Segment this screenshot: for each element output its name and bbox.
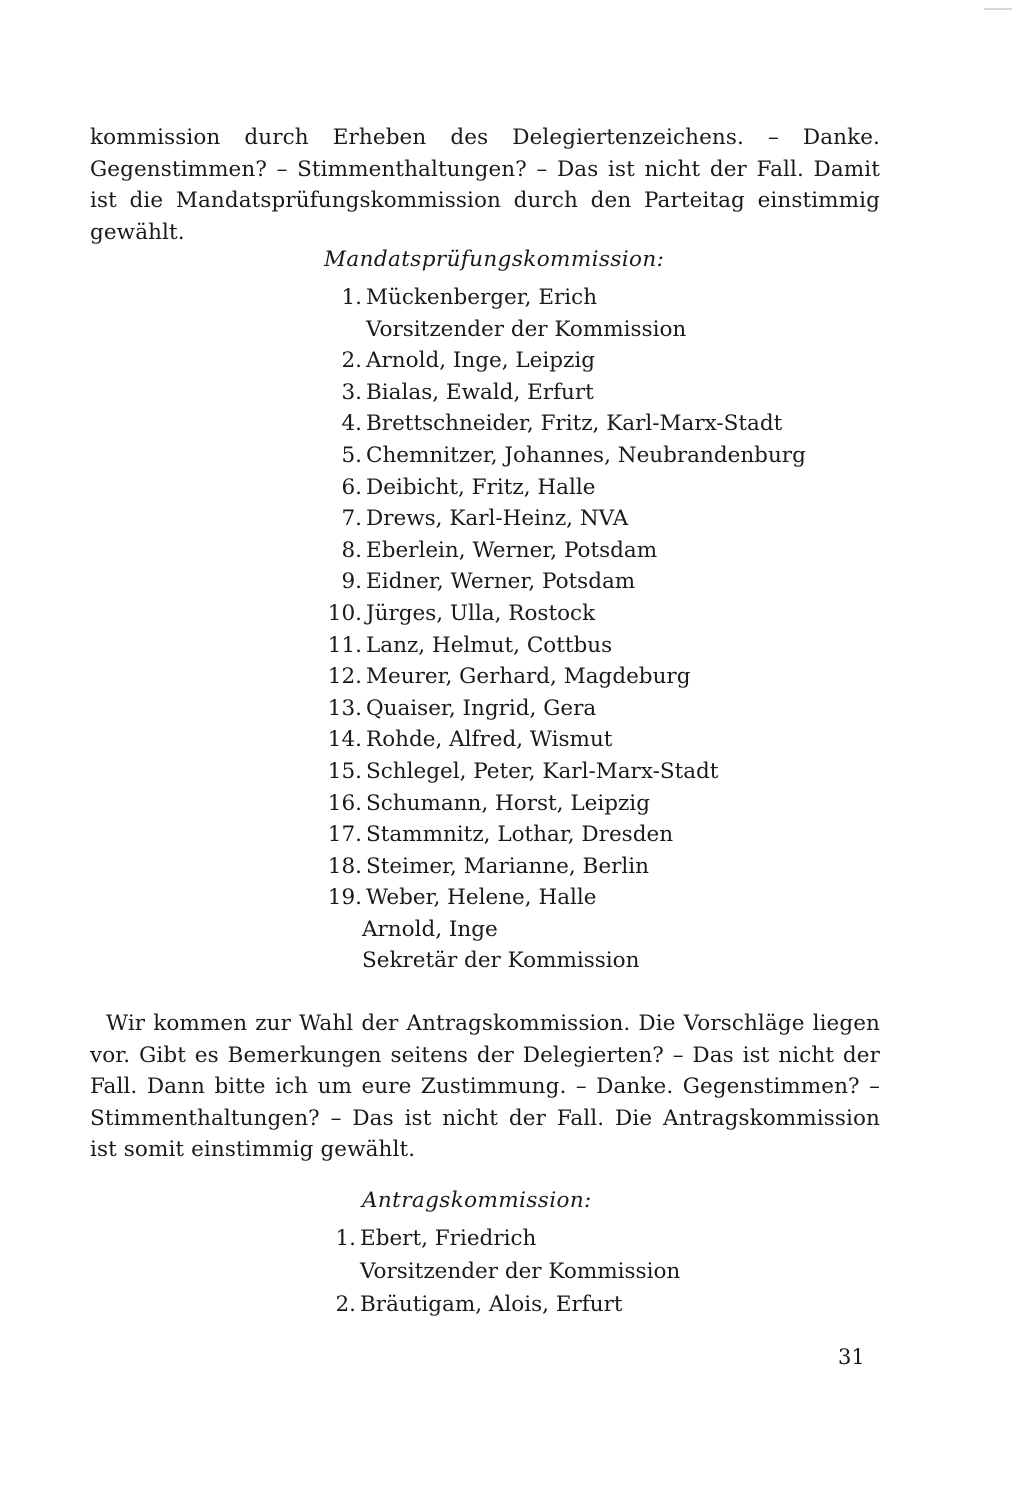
list-item bbox=[322, 503, 806, 535]
member-name: Lanz, Helmut, Cottbus bbox=[366, 632, 613, 658]
member-name: Rohde, Alfred, Wismut bbox=[366, 727, 613, 753]
mandate-commission-list bbox=[322, 282, 806, 977]
member-name: Schumann, Horst, Leipzig bbox=[366, 790, 650, 816]
member-role: Vorsitzender der Kommission bbox=[360, 1259, 681, 1284]
member-name: Mückenberger, Erich bbox=[366, 285, 598, 310]
list-item bbox=[316, 1222, 680, 1288]
list-number: 16. bbox=[327, 790, 362, 816]
intro-paragraph-text: kommission durch Erheben des Delegiertenzeichens. – Danke. Gegenstimmen? – Stimmenthaltungen? – Das ist nicht der Fall. Damit ist die Mandatsprüfungskommission durch den Parteitag einstimmig gewählt. bbox=[90, 125, 880, 245]
list-item bbox=[322, 440, 806, 472]
list-number: 1. bbox=[341, 285, 362, 310]
list-number: 19. bbox=[327, 885, 362, 911]
member-name: Eberlein, Werner, Potsdam bbox=[366, 537, 658, 563]
member-name: Bräutigam, Alois, Erfurt bbox=[360, 1292, 623, 1317]
list-item bbox=[322, 724, 806, 756]
list-item bbox=[322, 788, 806, 820]
list-number: 7. bbox=[341, 506, 362, 532]
list-item bbox=[322, 882, 806, 914]
member-name: Drews, Karl-Heinz, NVA bbox=[366, 506, 629, 532]
mandate-commission-heading: Mandatsprüfungskommission: bbox=[324, 247, 665, 272]
list-item bbox=[322, 566, 806, 598]
member-name: Arnold, Inge, Leipzig bbox=[366, 348, 596, 374]
list-number: 5. bbox=[341, 442, 362, 468]
member-name: Eidner, Werner, Potsdam bbox=[366, 569, 636, 595]
motion-commission-heading: Antragskommission: bbox=[362, 1188, 592, 1213]
list-item bbox=[322, 377, 806, 409]
motion-paragraph-text: Wir kommen zur Wahl der Antragskommission. Die Vorschläge liegen vor. Gibt es Bemerkungen seitens der Delegierten? – Das ist nicht der Fall. Dann bitte ich um eure Zustimmung. – Danke. Gegenstimmen? – Stimmenthaltungen? – Das ist nicht der Fall. Die Antragskommission ist somit einstimmig gewählt. bbox=[90, 1011, 880, 1162]
member-role: Vorsitzender der Kommission bbox=[366, 316, 687, 342]
list-item bbox=[322, 819, 806, 851]
list-number: 4. bbox=[341, 411, 362, 437]
list-item bbox=[322, 598, 806, 630]
list-number: 2. bbox=[341, 348, 362, 374]
list-number: 12. bbox=[327, 664, 362, 690]
secretary-role: Sekretär der Kommission bbox=[362, 948, 640, 974]
member-name: Deibicht, Fritz, Halle bbox=[366, 474, 596, 500]
member-name: Meurer, Gerhard, Magdeburg bbox=[366, 664, 691, 690]
list-number: 3. bbox=[341, 379, 362, 405]
member-name: Ebert, Friedrich bbox=[360, 1226, 537, 1251]
list-item bbox=[322, 661, 806, 693]
list-number: 17. bbox=[327, 822, 362, 848]
member-name: Stammnitz, Lothar, Dresden bbox=[366, 822, 674, 848]
list-number: 11. bbox=[327, 632, 362, 658]
motion-commission-list bbox=[316, 1222, 680, 1321]
list-number: 15. bbox=[327, 758, 362, 784]
list-item bbox=[322, 630, 806, 662]
scan-edge-mark bbox=[984, 8, 1012, 10]
member-name: Bialas, Ewald, Erfurt bbox=[366, 379, 594, 405]
list-item bbox=[322, 535, 806, 567]
list-item bbox=[322, 851, 806, 883]
list-number: 13. bbox=[327, 695, 362, 721]
list-number: 1. bbox=[335, 1226, 356, 1251]
secretary-name: Arnold, Inge bbox=[362, 916, 498, 942]
member-name: Jürges, Ulla, Rostock bbox=[366, 600, 596, 626]
list-number: 18. bbox=[327, 853, 362, 879]
list-item bbox=[322, 408, 806, 440]
member-name: Quaiser, Ingrid, Gera bbox=[366, 695, 597, 721]
intro-paragraph bbox=[90, 122, 880, 248]
list-item bbox=[322, 345, 806, 377]
list-item bbox=[316, 1288, 680, 1321]
list-number: 9. bbox=[341, 569, 362, 595]
list-number: 2. bbox=[335, 1292, 356, 1317]
page-number: 31 bbox=[838, 1345, 865, 1369]
motion-paragraph bbox=[90, 1008, 880, 1166]
list-number: 10. bbox=[327, 600, 362, 626]
list-item bbox=[322, 472, 806, 504]
member-name: Schlegel, Peter, Karl-Marx-Stadt bbox=[366, 758, 719, 784]
member-name: Steimer, Marianne, Berlin bbox=[366, 853, 649, 879]
member-name: Chemnitzer, Johannes, Neubrandenburg bbox=[366, 442, 806, 468]
list-number: 14. bbox=[327, 727, 362, 753]
list-item bbox=[322, 282, 806, 345]
member-name: Weber, Helene, Halle bbox=[366, 885, 597, 911]
list-number: 6. bbox=[341, 474, 362, 500]
list-item bbox=[322, 756, 806, 788]
list-item bbox=[322, 693, 806, 725]
list-number: 8. bbox=[341, 537, 362, 563]
member-name: Brettschneider, Fritz, Karl-Marx-Stadt bbox=[366, 411, 783, 437]
